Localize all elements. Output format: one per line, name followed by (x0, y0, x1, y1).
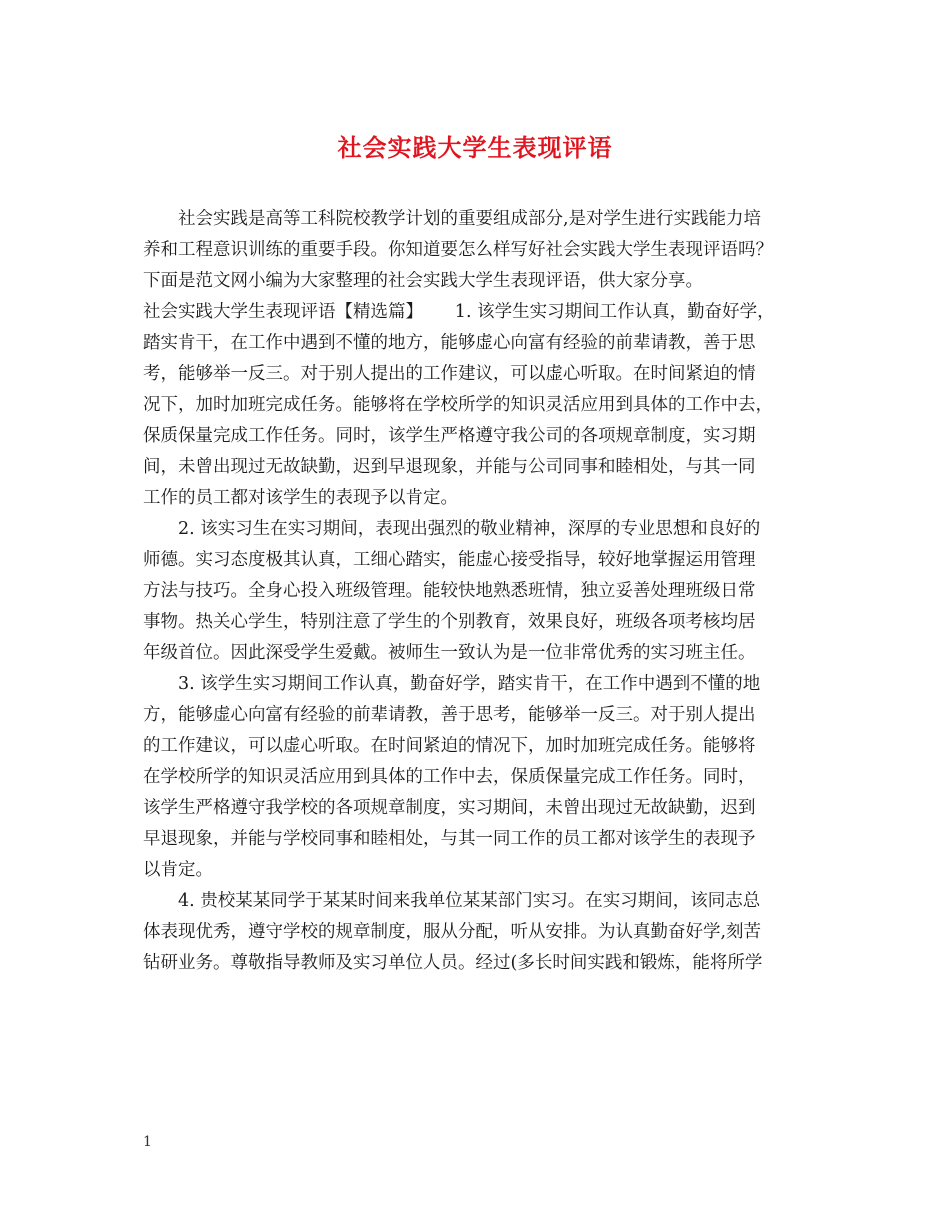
body-line: 社会实践大学生表现评语【精选篇】 1. 该学生实习期间工作认真，勤奋好学， (143, 302, 775, 322)
document-title: 社会实践大学生表现评语 (337, 133, 613, 162)
body-line: 考，能够举一反三。对于别人提出的工作建议，可以虚心听取。在时间紧迫的情 (143, 364, 756, 384)
body-line: 在学校所学的知识灵活应用到具体的工作中去，保质保量完成工作任务。同时， (143, 767, 756, 787)
page-number: 1 (143, 1134, 152, 1150)
body-line: 方法与技巧。全身心投入班级管理。能较快地熟悉班情，独立妥善处理班级日常 (143, 581, 756, 601)
body-line: 养和工程意识训练的重要手段。你知道要怎么样写好社会实践大学生表现评语吗？ (143, 240, 773, 260)
body-line: 况下，加时加班完成任务。能够将在学校所学的知识灵活应用到具体的工作中去， (143, 395, 773, 415)
body-line: 社会实践是高等工科院校教学计划的重要组成部分,是对学生进行实践能力培 (143, 209, 762, 229)
document-body (143, 204, 811, 979)
body-line: 3. 该学生实习期间工作认真，勤奋好学，踏实肯干，在工作中遇到不懂的地 (143, 674, 761, 694)
body-line: 事物。热关心学生，特别注意了学生的个别教育，效果良好，班级各项考核均居 (143, 612, 756, 632)
body-line: 以肯定。 (143, 860, 213, 880)
body-line: 的工作建议，可以虚心听取。在时间紧迫的情况下，加时加班完成任务。能够将 (143, 736, 756, 756)
body-line: 师德。实习态度极其认真，工细心踏实，能虚心接受指导，较好地掌握运用管理 (143, 550, 756, 570)
body-line: 早退现象，并能与学校同事和睦相处，与其一同工作的员工都对该学生的表现予 (143, 829, 756, 849)
body-line: 该学生严格遵守我学校的各项规章制度，实习期间，未曾出现过无故缺勤，迟到 (143, 798, 756, 818)
body-line: 保质保量完成工作任务。同时，该学生严格遵守我公司的各项规章制度，实习期 (143, 426, 756, 446)
body-line: 方，能够虚心向富有经验的前辈请教，善于思考，能够举一反三。对于别人提出 (143, 705, 756, 725)
body-line: 4. 贵校某某同学于某某时间来我单位某某部门实习。在实习期间，该同志总 (143, 891, 761, 911)
body-line: 工作的员工都对该学生的表现予以肯定。 (143, 488, 458, 508)
body-line: 体表现优秀，遵守学校的规章制度，服从分配，听从安排。为认真勤奋好学,刻苦 (143, 922, 762, 942)
body-line: 下面是范文网小编为大家整理的社会实践大学生表现评语，供大家分享。 (143, 271, 703, 291)
body-line: 年级首位。因此深受学生爱戴。被师生一致认为是一位非常优秀的实习班主任。 (143, 643, 756, 663)
body-line: 钻研业务。尊敬指导教师及实习单位人员。经过(多长时间实践和锻炼，能将所学 (143, 953, 763, 973)
body-line: 间，未曾出现过无故缺勤，迟到早退现象，并能与公司同事和睦相处，与其一同 (143, 457, 756, 477)
body-line: 踏实肯干，在工作中遇到不懂的地方，能够虚心向富有经验的前辈请教，善于思 (143, 333, 756, 353)
body-line: 2. 该实习生在实习期间，表现出强烈的敬业精神，深厚的专业思想和良好的 (143, 519, 761, 539)
